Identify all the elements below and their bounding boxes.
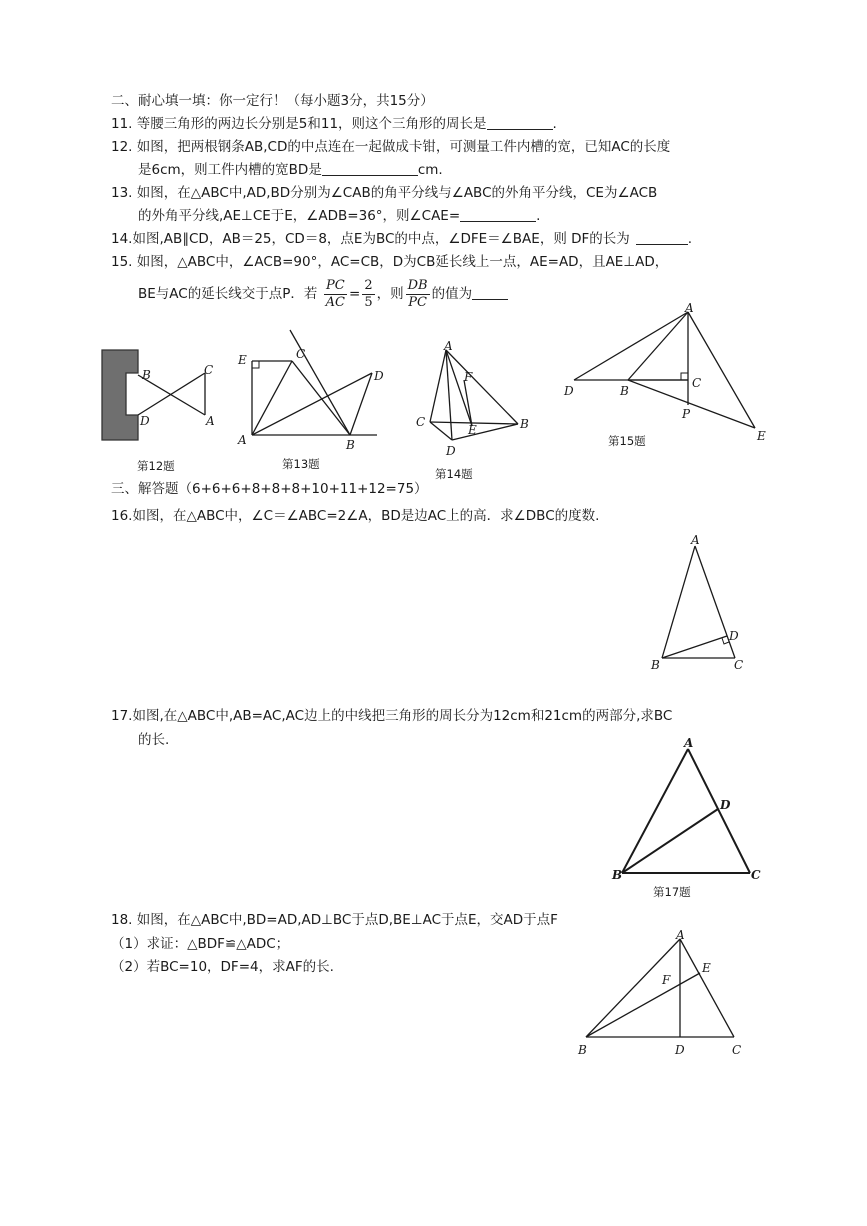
fig18-label-a: A xyxy=(676,928,685,942)
figure-14 xyxy=(408,338,538,463)
q15-equals: = xyxy=(349,286,361,302)
fig12-label-d: D xyxy=(140,414,150,428)
q12-line2 xyxy=(138,161,443,179)
fig17-caption: 第17题 xyxy=(653,885,691,899)
q13-line1: 13. 如图，在△ABC中,AD,BD分别为∠CAB的角平分线与∠ABC的外角平分线，CE为∠ACB xyxy=(111,185,658,201)
fig13-label-d: D xyxy=(374,369,384,383)
fig13-label-b: B xyxy=(346,438,355,452)
fig15-label-d: D xyxy=(564,384,574,398)
q12-text-b: cm. xyxy=(417,162,443,178)
q13-answer-blank[interactable] xyxy=(460,207,536,222)
fig17-label-c: C xyxy=(751,868,761,882)
fig12-caption: 第12题 xyxy=(137,459,175,473)
fig13-caption: 第13题 xyxy=(282,457,320,471)
fig14-label-a: A xyxy=(444,339,453,353)
frac2-den: 5 xyxy=(364,294,373,310)
fig15-label-a: A xyxy=(685,301,694,315)
figure-17 xyxy=(610,733,775,883)
q15-answer-blank[interactable] xyxy=(472,285,508,300)
q14-text: 14.如图,AB∥CD，AB＝25，CD＝8，点E为BC的中点，∠DFE＝∠BAE，则 DF的长为 xyxy=(111,231,630,247)
section3-title: 三、解答题（6+6+6+8+8+8+10+11+12=75） xyxy=(111,481,428,497)
fig16-label-a: A xyxy=(691,533,700,547)
fig15-caption: 第15题 xyxy=(608,434,646,448)
q18-part1: （1）求证：△BDF≌△ADC； xyxy=(111,936,290,952)
q17-line1: 17.如图,在△ABC中,AB=AC,AC边上的中线把三角形的周长分为12cm和21cm的两部分,求BC xyxy=(111,708,673,724)
fig14-label-c: C xyxy=(416,415,426,429)
frac3-den: PC xyxy=(408,294,427,310)
fig15-label-c: C xyxy=(692,376,702,390)
q15-fraction-pc-ac xyxy=(324,278,347,311)
q15-text-a: BE与AC的延长线交于点P．若 xyxy=(138,286,318,302)
fig13-label-e: E xyxy=(238,353,247,367)
fig16-label-b: B xyxy=(651,658,660,672)
q15-text-c: 的值为 xyxy=(431,286,473,302)
fig12-label-c: C xyxy=(204,363,214,377)
frac2-num: 2 xyxy=(364,277,373,293)
q11-end: . xyxy=(552,116,557,132)
fig18-label-e: E xyxy=(702,961,711,975)
frac1-den: AC xyxy=(325,294,345,310)
q11-answer-blank[interactable] xyxy=(487,115,553,130)
q13-text-b: . xyxy=(536,208,541,224)
frac1-num: PC xyxy=(324,278,347,295)
question-16: 16.如图，在△ABC中，∠C＝∠ABC=2∠A，BD是边AC上的高．求∠DBC的度数. xyxy=(111,508,600,524)
question-14 xyxy=(111,230,692,248)
q14-end: . xyxy=(687,231,693,247)
section2-title: 二、耐心填一填：你一定行！（每小题3分，共15分） xyxy=(111,93,434,109)
fig14-caption: 第14题 xyxy=(435,467,473,481)
q15-text-b: ，则 xyxy=(376,286,404,302)
fig15-label-b: B xyxy=(620,384,629,398)
q15-fraction-db-pc xyxy=(406,278,430,311)
fig12-label-b: B xyxy=(142,368,151,382)
fig18-label-b: B xyxy=(578,1043,587,1057)
fig12-label-a: A xyxy=(206,414,215,428)
q18-part2: （2）若BC=10，DF=4，求AF的长. xyxy=(111,959,334,975)
fig13-label-a: A xyxy=(238,433,247,447)
question-11 xyxy=(111,115,557,133)
q14-answer-blank[interactable] xyxy=(636,230,688,245)
fig17-label-b: B xyxy=(612,868,623,882)
q15-line2 xyxy=(138,276,508,312)
figure-15 xyxy=(560,300,775,445)
fig18-label-f: F xyxy=(662,973,671,987)
figure-13 xyxy=(232,328,392,453)
q12-line1: 12. 如图，把两根钢条AB,CD的中点连在一起做成卡钳，可测量工件内槽的宽，已知AC的长度 xyxy=(111,139,671,155)
q18-line1: 18. 如图，在△ABC中,BD=AD,AD⊥BC于点D,BE⊥AC于点E，交AD于点F xyxy=(111,912,558,928)
fig15-label-p: P xyxy=(682,407,691,421)
q15-line1: 15. 如图，△ABC中，∠ACB=90°，AC=CB，D为CB延长线上一点，AE=AD，且AE⊥AD， xyxy=(111,254,669,270)
q13-line2 xyxy=(138,207,540,225)
q15-fraction-2-5 xyxy=(362,278,374,311)
fig18-label-c: C xyxy=(732,1043,742,1057)
frac3-num: DB xyxy=(407,277,428,293)
fig14-label-f: F xyxy=(464,370,473,384)
fig14-label-d: D xyxy=(446,444,456,458)
fig18-label-d: D xyxy=(675,1043,685,1057)
figure-18 xyxy=(570,925,765,1065)
fig16-label-d: D xyxy=(729,629,739,643)
fig14-label-e: E xyxy=(468,423,477,437)
fig14-label-b: B xyxy=(520,417,529,431)
fig17-label-d: D xyxy=(720,798,731,812)
q12-text-a: 是6cm，则工件内槽的宽BD是 xyxy=(138,162,322,178)
fig13-label-c: C xyxy=(296,347,306,361)
fig17-label-a: A xyxy=(684,736,694,750)
q11-text: 11. 等腰三角形的两边长分别是5和11，则这个三角形的周长是 xyxy=(111,116,487,132)
fig16-label-c: C xyxy=(734,658,744,672)
q13-text-a: 的外角平分线,AE⊥CE于E，∠ADB=36°，则∠CAE= xyxy=(138,208,461,224)
q17-line2: 的长. xyxy=(138,732,170,748)
fig15-label-e: E xyxy=(757,429,766,443)
q12-answer-blank[interactable] xyxy=(322,161,418,176)
figure-16 xyxy=(640,532,760,677)
workpiece-shape xyxy=(102,350,138,440)
figure-12 xyxy=(100,345,230,445)
